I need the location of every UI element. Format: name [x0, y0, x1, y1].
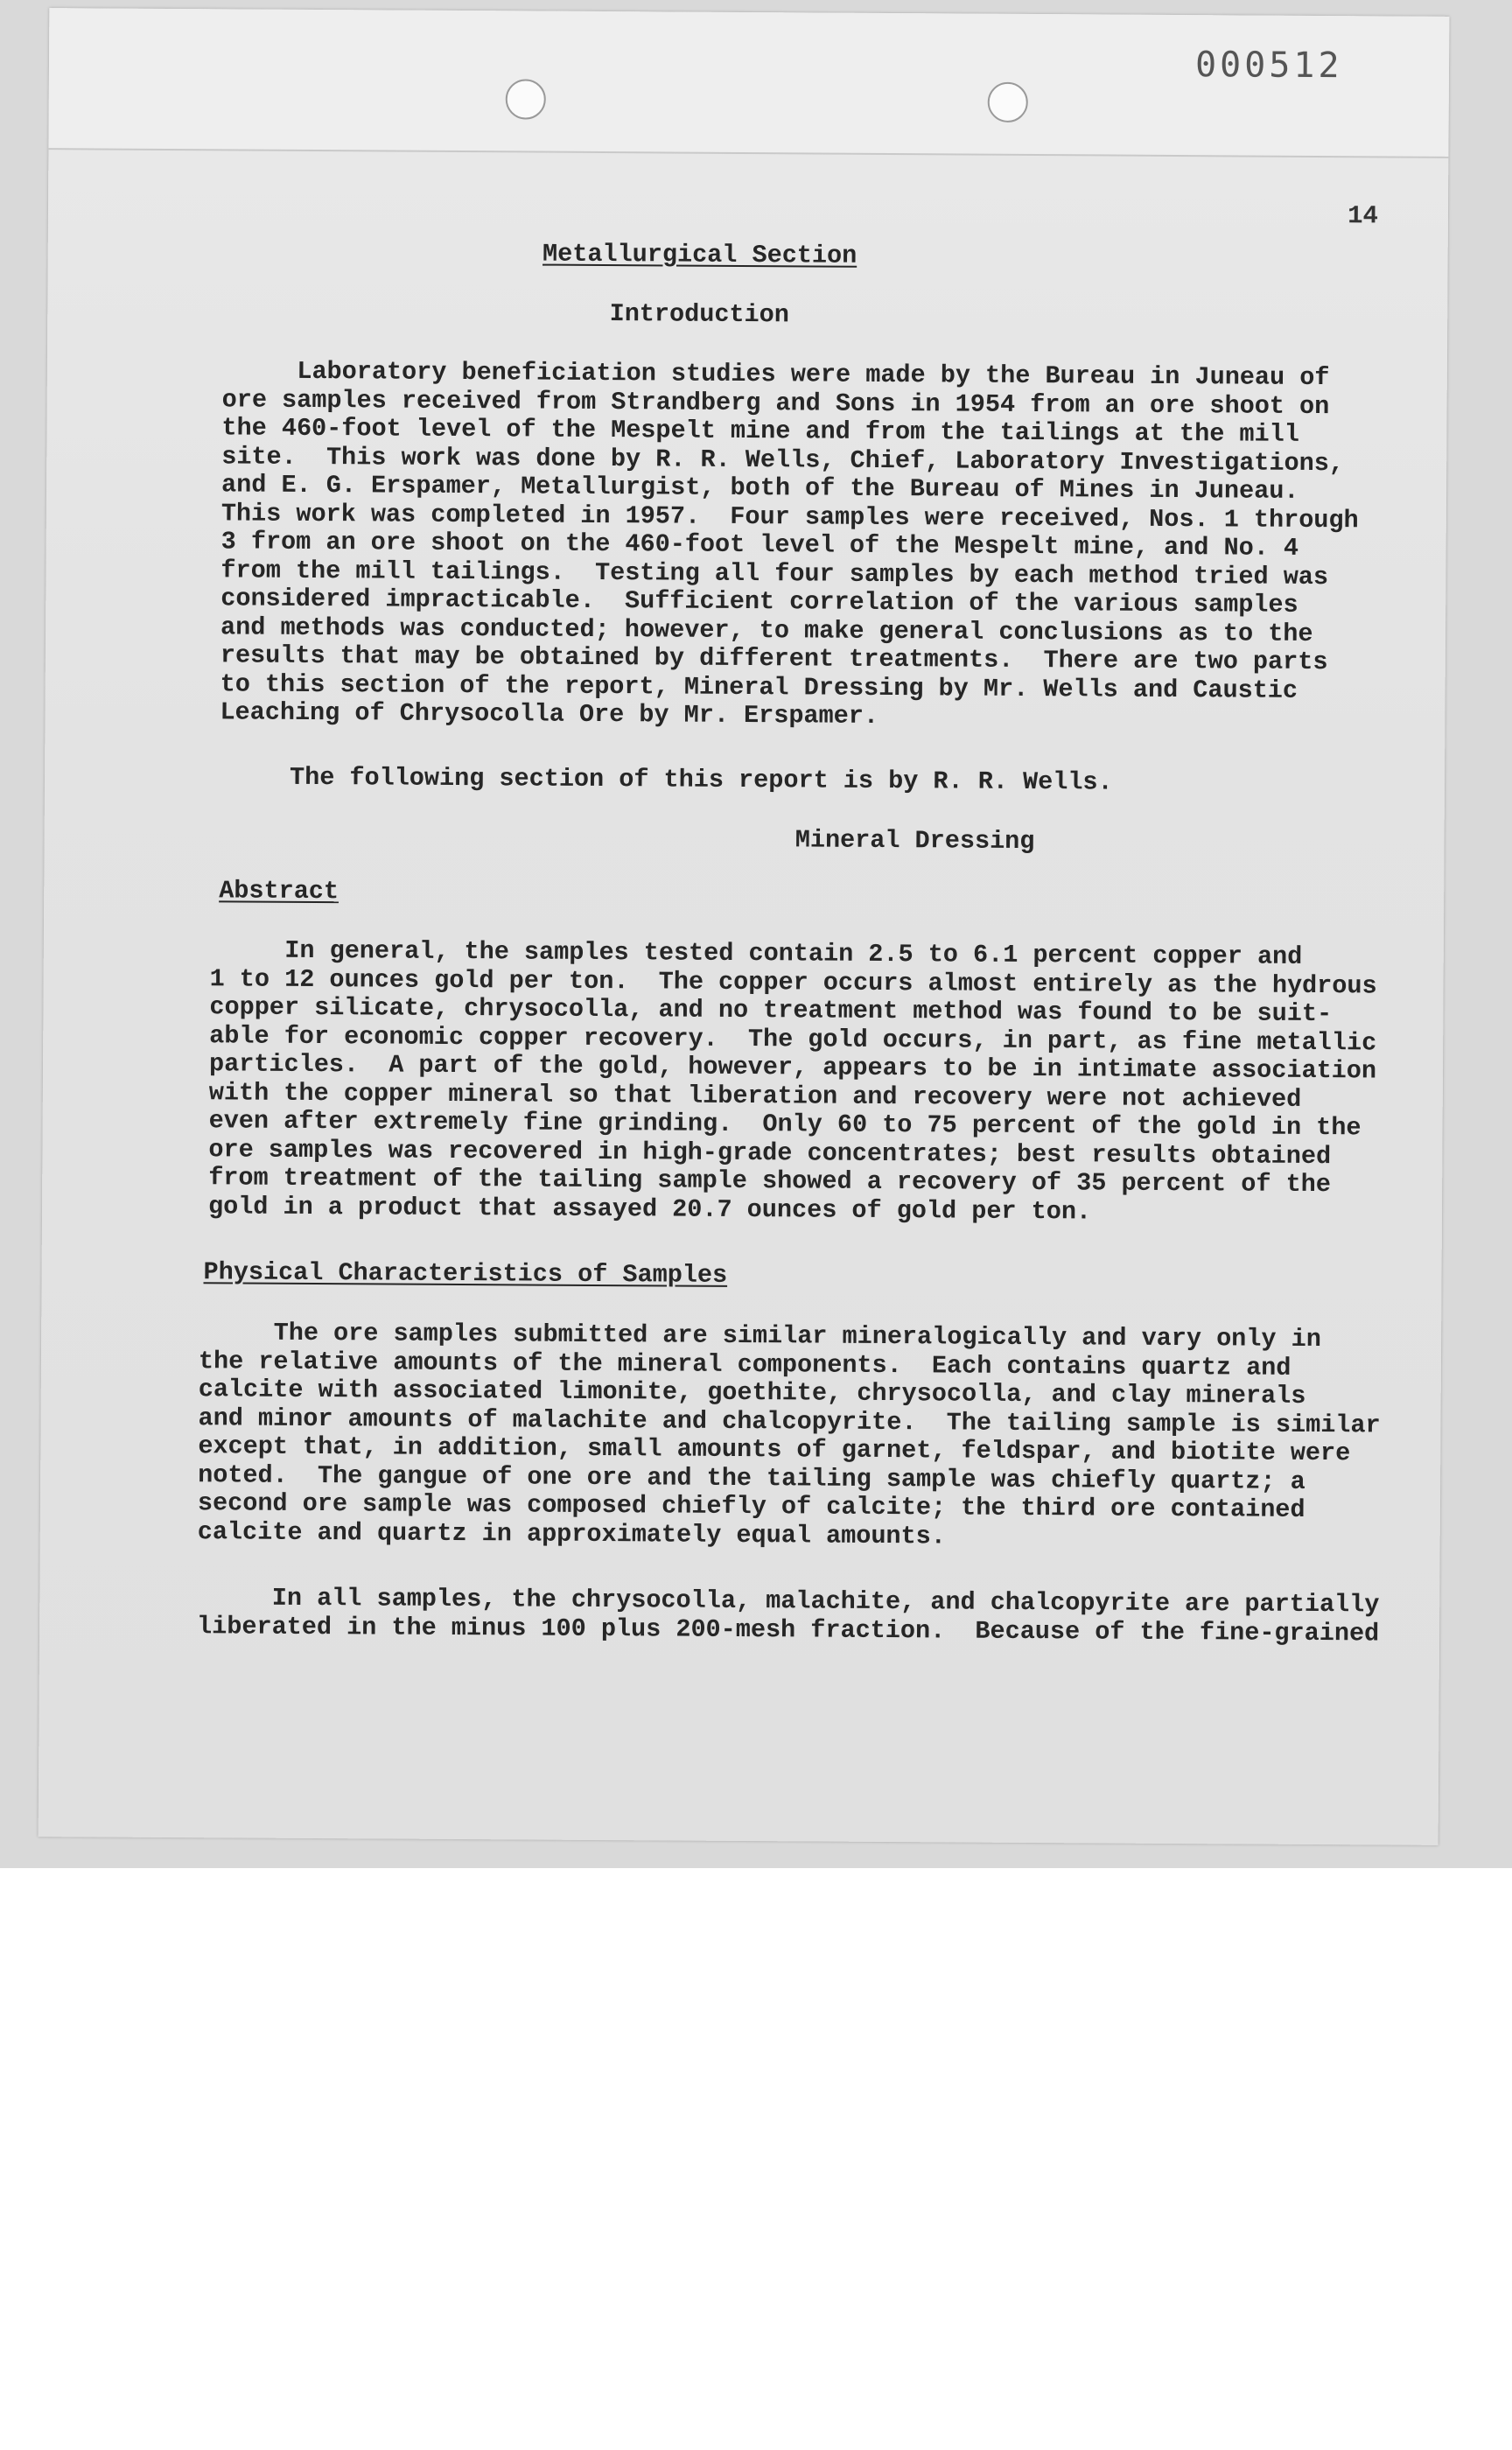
physical-characteristics-heading: Physical Characteristics of Samples	[203, 1257, 728, 1290]
punch-hole-left	[506, 79, 546, 119]
abstract-heading: Abstract	[219, 876, 340, 906]
section-title: Metallurgical Section	[542, 239, 858, 270]
page-number: 14	[1348, 201, 1379, 231]
abstract-paragraph: In general, the samples tested contain 2.5 to 6.1 percent copper and 1 to 12 ounces gold per ton. The copper occurs almost entirely as the hydrous copper silicate, chrysocolla, and no treatment method was found to be suit- able for economic copper recovery. The gold occurs, in part, as fine metallic particles. A part of the gold, however, appears to be in intimate association with the copper mineral so that liberation and recovery were not achieved even after extremely fine grinding. Only 60 to 75 percent of the gold in the ore samples was recovered in high-grade concentrates; best results obtained from treatment of the tailing sample showed a recovery of 35 percent of the gold in a product that assayed 20.7 ounces of gold per ton.	[207, 935, 1377, 1226]
mineral-dressing-heading: Mineral Dressing	[794, 825, 1035, 857]
physical-characteristics-paragraph: The ore samples submitted are similar mineralogically and vary only in the relative amounts of the mineral components. Each contains quartz and calcite with associated limonite, goethite, chrysocolla, and clay minerals and minor amounts of malachite and chalcopyrite. The tailing sample is similar except that, in addition, small amounts of garnet, feldspar, and biotite were noted. The gangue of one ore and the tailing sample was chiefly quartz; a second ore sample was composed chiefly of calcite; the third ore contained calcite and quartz in approximately equal amounts.	[197, 1318, 1381, 1550]
authorship-note: The following section of this report is by R. R. Wells.	[289, 762, 1113, 797]
introduction-heading: Introduction	[609, 299, 789, 330]
document-number: 000512	[1194, 45, 1343, 87]
punch-hole-right	[988, 82, 1028, 122]
introduction-paragraph: Laboratory beneficiation studies were made by the Bureau in Juneau of ore samples received from Strandberg and Sons in 1954 from an ore shoot on the 460-foot level of the Mespelt mine and from the tailings at the mill site. This work was done by R. R. Wells, Chief, Laboratory Investigations, and E. G. Erspamer, Metallurgist, both of the Bureau of Mines in Juneau. This work was completed in 1957. Four samples were received, Nos. 1 through 3 from an ore shoot on the 460-foot level of the Mespelt mine, and No. 4 from the mill tailings. Testing all four samples by each method tried was considered impracticable. Sufficient correlation of the various samples and methods was conducted; however, to make general conclusions as to the results that may be obtained by different treatments. There are two parts to this section of the report, Mineral Dressing by Mr. Wells and Caustic Leaching of Chrysocolla Ore by Mr. Erspamer.	[220, 356, 1359, 731]
binder-strip	[48, 8, 1449, 158]
paper-sheet	[38, 8, 1450, 1845]
liberation-paragraph: In all samples, the chrysocolla, malachite, and chalcopyrite are partially liberated in the minus 100 plus 200-mesh fraction. Because of the fine-grained	[197, 1583, 1380, 1648]
